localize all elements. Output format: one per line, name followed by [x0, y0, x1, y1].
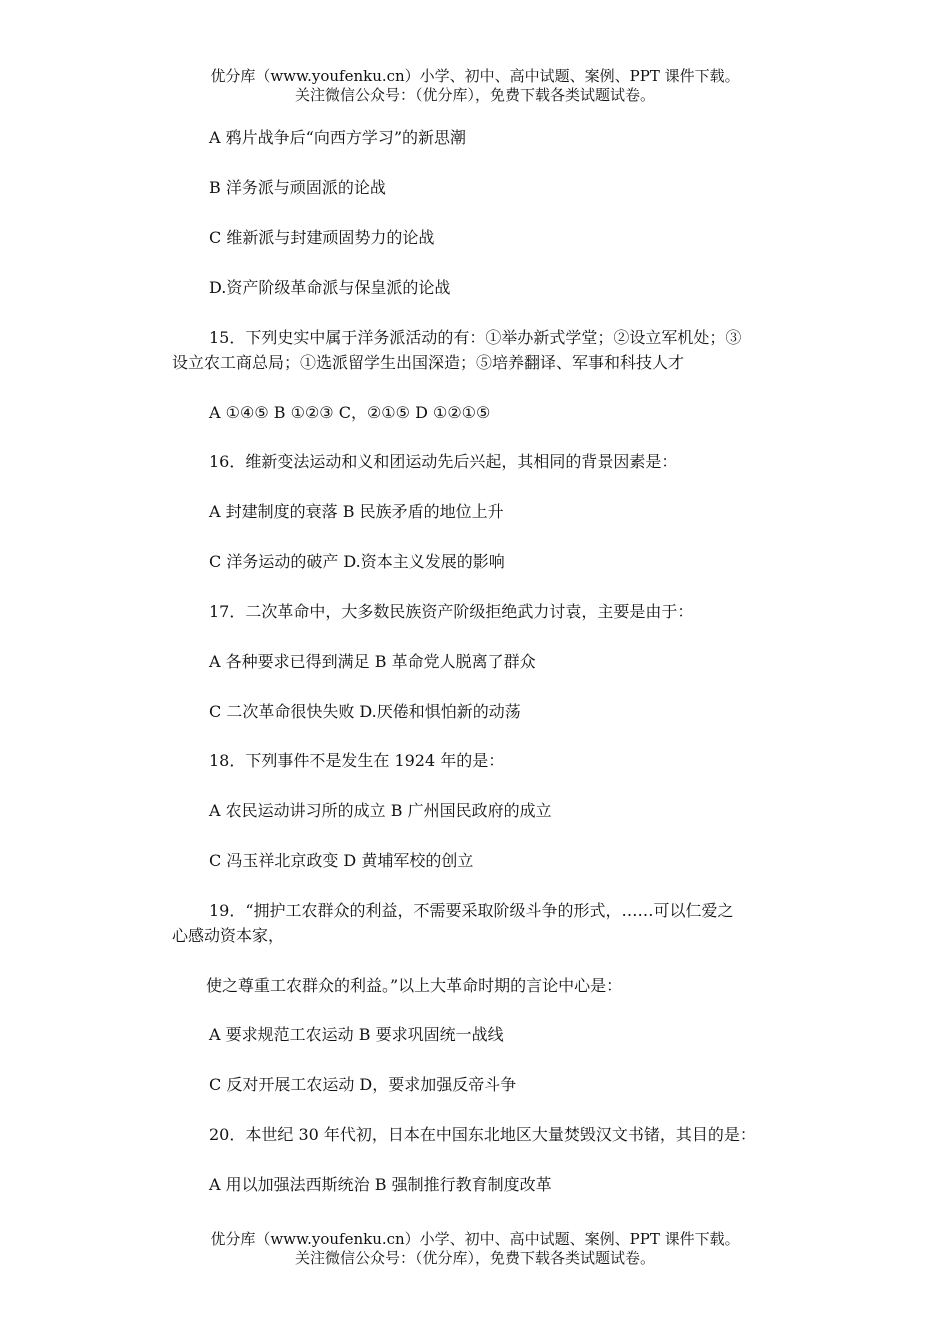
- page-footer-line-1: 优分库（www.youfenku.cn）小学、初中、高中试题、案例、PPT 课件下载。: [210, 1230, 740, 1248]
- q18-options-cd: C 冯玉祥北京政变 D 黄埔军校的创立: [209, 851, 474, 870]
- q20-options-ab: A 用以加强法西斯统治 B 强制推行教育制度改革: [209, 1175, 552, 1194]
- q14-option-c: C 维新派与封建顽固势力的论战: [209, 228, 435, 247]
- q19-options-ab: A 要求规范工农运动 B 要求巩固统一战线: [209, 1025, 504, 1044]
- q18-options-ab: A 农民运动讲习所的成立 B 广州国民政府的成立: [209, 801, 552, 820]
- q16-options-ab: A 封建制度的衰落 B 民族矛盾的地位上升: [209, 502, 504, 521]
- q17-options-cd: C 二次革命很快失败 D.厌倦和惧怕新的动荡: [209, 702, 521, 721]
- q15-stem-line-1: 15．下列史实中属于洋务派活动的有：①举办新式学堂；②设立军机处；③: [209, 328, 742, 347]
- q17-stem: 17．二次革命中，大多数民族资产阶级拒绝武力讨袁，主要是由于：: [209, 602, 694, 621]
- page-header-line-2: 关注微信公众号：（优分库），免费下载各类试题试卷。: [294, 86, 655, 104]
- q17-options-ab: A 各种要求已得到满足 B 革命党人脱离了群众: [209, 652, 536, 671]
- q14-option-d: D.资产阶级革命派与保皇派的论战: [209, 278, 451, 297]
- q14-option-a: A 鸦片战争后“向西方学习”的新思潮: [209, 128, 467, 147]
- q18-stem: 18．下列事件不是发生在 1924 年的是：: [209, 751, 505, 770]
- q15-stem-line-2: 设立农工商总局；①选派留学生出国深造；⑤培养翻译、军事和科技人才: [172, 353, 685, 372]
- page-header-line-1: 优分库（www.youfenku.cn）小学、初中、高中试题、案例、PPT 课件下载。: [210, 67, 740, 85]
- page-footer-line-2: 关注微信公众号：（优分库），免费下载各类试题试卷。: [294, 1249, 655, 1267]
- q20-stem: 20．本世纪 30 年代初，日本在中国东北地区大量焚毁汉文书锗，其目的是：: [209, 1125, 756, 1144]
- q19-options-cd: C 反对开展工农运动 D，要求加强反帝斗争: [209, 1075, 517, 1094]
- q19-stem-line-2: 心感动资本家，: [172, 926, 285, 945]
- q15-options: A ①④⑤ B ①②③ C，②①⑤ D ①②①⑤: [209, 403, 491, 422]
- q16-options-cd: C 洋务运动的破产 D.资本主义发展的影响: [209, 552, 505, 571]
- q14-option-b: B 洋务派与顽固派的论战: [209, 178, 386, 197]
- q16-stem: 16．维新变法运动和义和团运动先后兴起，其相同的背景因素是：: [209, 452, 678, 471]
- q19-stem-line-3: 使之尊重工农群众的利益。”以上大革命时期的言论中心是：: [206, 976, 623, 995]
- q19-stem-line-1: 19．“拥护工农群众的利益，不需要采取阶级斗争的形式，……可以仁爱之: [209, 901, 734, 920]
